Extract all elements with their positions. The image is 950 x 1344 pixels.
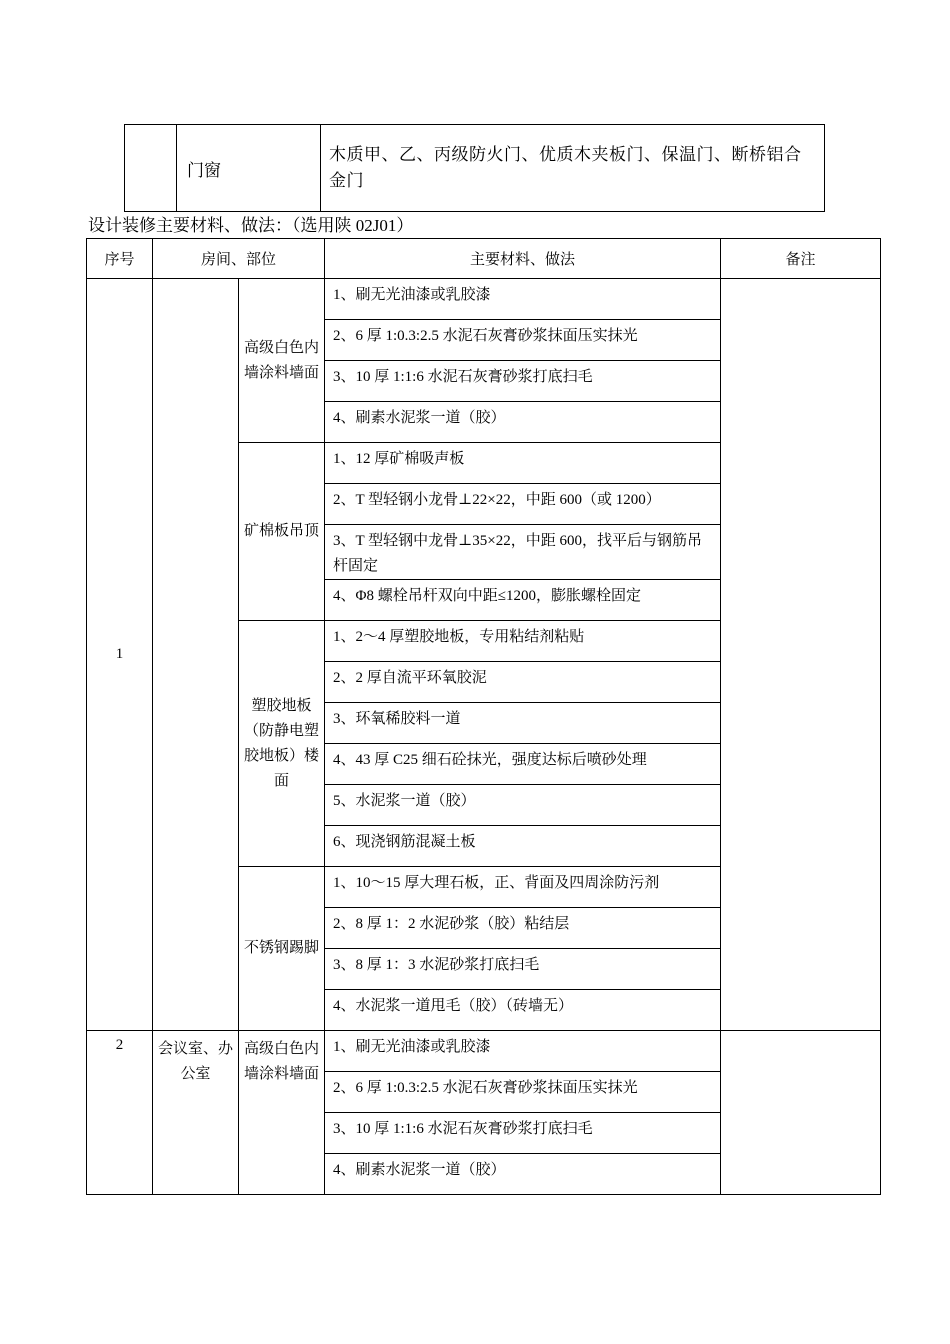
- table-row: [87, 279, 881, 320]
- material-item: 3、8 厚 1：3 水泥砂浆打底扫毛: [325, 949, 721, 990]
- material-item: 3、环氧稀胶料一道: [325, 703, 721, 744]
- material-item: 2、6 厚 1:0.3:2.5 水泥石灰膏砂浆抹面压实抹光: [325, 1072, 721, 1113]
- row-seq: 1: [87, 279, 153, 1031]
- material-item: 3、10 厚 1:1:6 水泥石灰膏砂浆打底扫毛: [325, 1113, 721, 1154]
- item-name: 门窗: [177, 125, 321, 212]
- room-cell: [153, 279, 239, 1031]
- material-item: 6、现浇钢筋混凝土板: [325, 826, 721, 867]
- material-item: 2、T 型轻钢小龙骨⊥22×22，中距 600（或 1200）: [325, 484, 721, 525]
- section-title: 设计装修主要材料、做法：（选用陕 02J01）: [88, 216, 414, 235]
- header-material: 主要材料、做法: [325, 239, 721, 279]
- table-row: [87, 1031, 881, 1072]
- item-description: 木质甲、乙、丙级防火门、优质木夹板门、保温门、断桥铝合金门: [321, 125, 825, 212]
- part-cell: 矿棉板吊顶: [239, 443, 325, 621]
- part-cell: 高级白色内墙涂料墙面: [239, 1031, 325, 1195]
- material-item: 1、12 厚矿棉吸声板: [325, 443, 721, 484]
- material-item: 1、2～4 厚塑胶地板，专用粘结剂粘贴: [325, 621, 721, 662]
- blank-cell: [125, 125, 177, 212]
- material-item: 4、43 厚 C25 细石砼抹光，强度达标后喷砂处理: [325, 744, 721, 785]
- door-window-table: [124, 124, 825, 212]
- material-item: 4、Φ8 螺栓吊杆双向中距≤1200，膨胀螺栓固定: [325, 580, 721, 621]
- room-cell: 会议室、办公室: [153, 1031, 239, 1195]
- note-cell: [721, 1031, 881, 1195]
- part-cell: 塑胶地板（防静电塑胶地板）楼面: [239, 621, 325, 867]
- material-item: 3、T 型轻钢中龙骨⊥35×22，中距 600，找平后与钢筋吊杆固定: [325, 525, 721, 580]
- table-row: [125, 125, 825, 212]
- material-item: 1、10～15 厚大理石板，正、背面及四周涂防污剂: [325, 867, 721, 908]
- material-item: 3、10 厚 1:1:6 水泥石灰膏砂浆打底扫毛: [325, 361, 721, 402]
- material-item: 4、水泥浆一道甩毛（胶）（砖墙无）: [325, 990, 721, 1031]
- material-item: 4、刷素水泥浆一道（胶）: [325, 402, 721, 443]
- material-item: 2、2 厚自流平环氧胶泥: [325, 662, 721, 703]
- material-item: 4、刷素水泥浆一道（胶）: [325, 1154, 721, 1195]
- material-item: 5、水泥浆一道（胶）: [325, 785, 721, 826]
- material-item: 2、8 厚 1：2 水泥砂浆（胶）粘结层: [325, 908, 721, 949]
- header-room: 房间、部位: [153, 239, 325, 279]
- row-seq: 2: [87, 1031, 153, 1195]
- header-note: 备注: [721, 239, 881, 279]
- header-seq: 序号: [87, 239, 153, 279]
- material-item: 1、刷无光油漆或乳胶漆: [325, 279, 721, 320]
- part-cell: 高级白色内墙涂料墙面: [239, 279, 325, 443]
- material-item: 2、6 厚 1:0.3:2.5 水泥石灰膏砂浆抹面压实抹光: [325, 320, 721, 361]
- material-item: 1、刷无光油漆或乳胶漆: [325, 1031, 721, 1072]
- header-row: [87, 239, 881, 279]
- part-cell: 不锈钢踢脚: [239, 867, 325, 1031]
- note-cell: [721, 279, 881, 1031]
- materials-table: [86, 238, 881, 1195]
